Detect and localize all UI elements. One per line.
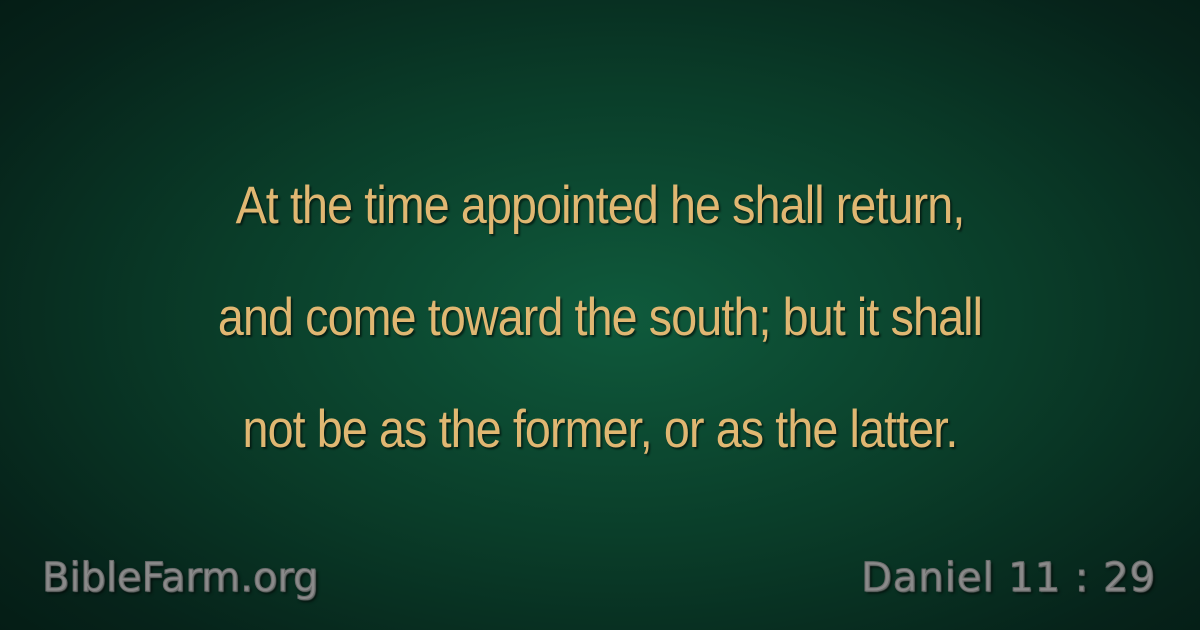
verse-line-2: and come toward the south; but it shall [217,288,983,347]
verse-text [40,150,1160,486]
verse-reference: Daniel 11 : 29 [861,555,1156,601]
verse-line-3: not be as the former, or as the latter. [242,400,958,459]
verse-line-1: At the time appointed he shall return, [235,176,965,235]
site-watermark: BibleFarm.org [42,555,319,601]
